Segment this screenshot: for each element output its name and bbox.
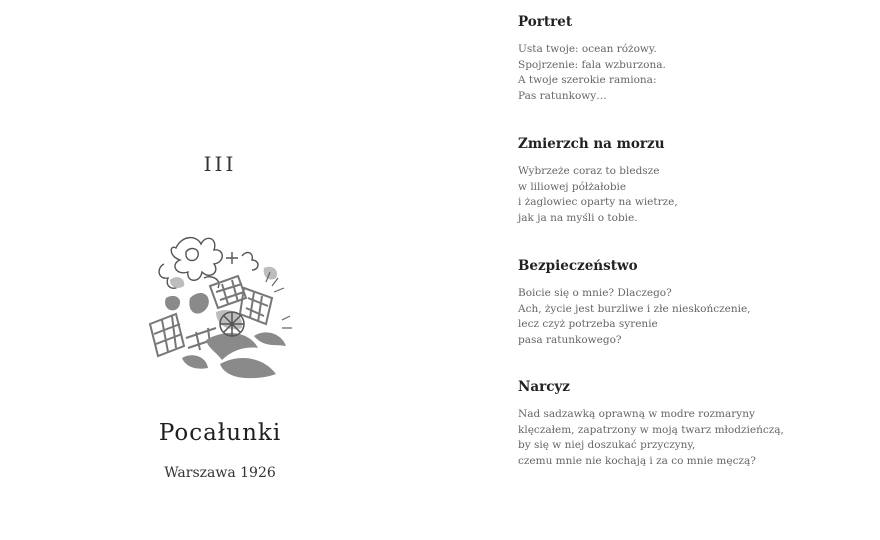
poem-line: jak ja na myśli o tobie. — [518, 211, 638, 224]
poem-line: Wybrzeże coraz to bledsze — [518, 165, 660, 177]
poem-line: Pas ratunkowy… — [518, 89, 607, 102]
poem-title: Bezpieczeństwo — [518, 258, 638, 274]
place-year: Warszawa 1926 — [164, 465, 276, 481]
poem-narcyz — [518, 379, 858, 469]
poem-line: Spojrzenie: fala wzburzona. — [518, 58, 666, 71]
poem-line: Nad sadzawką oprawną w modre rozmaryny — [518, 408, 755, 420]
floral-lattice-ornament-icon — [146, 228, 294, 386]
poem-line: lecz czyż potrzeba syrenie — [518, 318, 658, 330]
poem-zmierzch-na-morzu — [518, 136, 858, 226]
book-title: Pocałunki — [158, 420, 282, 446]
poem-line: Usta twoje: ocean różowy. — [518, 43, 657, 55]
poem-line: by się w niej doszukać przyczyny, — [518, 439, 696, 451]
poem-line: pasa ratunkowego? — [518, 333, 622, 346]
poem-line: Ach, życie jest burzliwe i złe nieskończenie, — [518, 302, 751, 315]
poem-line: klęczałem, zapatrzony w moją twarz młodzieńczą, — [518, 423, 784, 436]
right-page — [518, 0, 858, 540]
poem-line: i żaglowiec oparty na wietrze, — [518, 196, 678, 208]
poem-title: Narcyz — [518, 379, 570, 395]
poem-bezpieczenstwo — [518, 258, 858, 348]
section-numeral: III — [203, 152, 237, 176]
poem-title: Zmierzch na morzu — [518, 136, 665, 152]
poem-line: Boicie się o mnie? Dlaczego? — [518, 287, 672, 299]
poem-line: w liliowej półżałobie — [518, 180, 627, 193]
poem-line: czemu mnie nie kochają i za co mnie męczą? — [518, 454, 756, 467]
poem-portret — [518, 14, 858, 104]
poem-title: Portret — [518, 14, 573, 30]
poem-line: A twoje szerokie ramiona: — [518, 74, 657, 86]
